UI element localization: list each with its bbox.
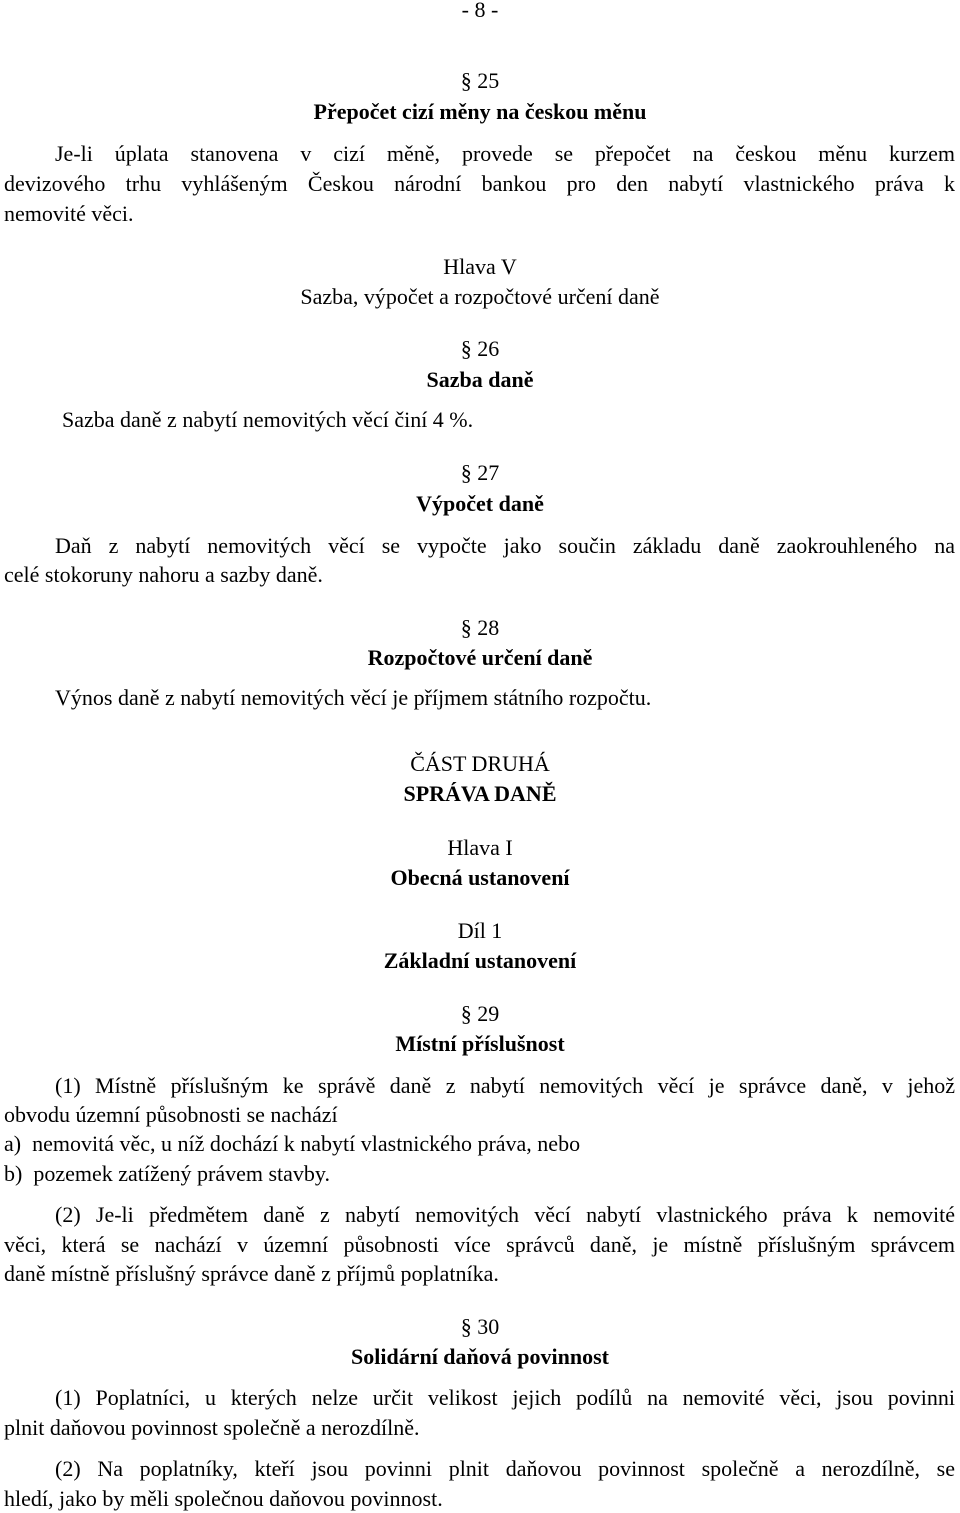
paragraph-line: nemovité věci. [4,201,134,226]
chapter-title: Sazba, výpočet a rozpočtové určení daně [300,284,660,309]
list-item: b) pozemek zatížený právem stavby. [4,1161,330,1186]
section-title: Výpočet daně [416,491,544,516]
paragraph-line: daně místně příslušný správce daně z příjmů poplatníka. [4,1261,499,1286]
section-number: § 29 [460,1001,500,1026]
paragraph-line: (1) Místně příslušným ke správě daně z nabytí nemovitých věcí je správce daně, v jehož [55,1073,955,1098]
paragraph-line: Daň z nabytí nemovitých věcí se vypočte jako součin základu daně zaokrouhleného na [55,533,955,558]
paragraph-line: plnit daňovou povinnost společně a nerozdílně. [4,1415,420,1440]
section-number: § 26 [460,336,500,361]
paragraph-line: věci, která se nachází v územní působnosti více správců daně, je místně příslušným správcem [4,1232,955,1257]
paragraph-line: Je-li úplata stanovena v cizí měně, provede se přepočet na českou měnu kurzem [55,141,955,166]
paragraph-line: celé stokoruny nahoru a sazby daně. [4,562,323,587]
division-title: Základní ustanovení [383,948,577,973]
section-number: § 27 [460,460,500,485]
section-title: Sazba daně [426,367,534,392]
list-item: a) nemovitá věc, u níž dochází k nabytí vlastnického práva, nebo [4,1131,581,1156]
section-number: § 28 [460,615,500,640]
paragraph-line: Sazba daně z nabytí nemovitých věcí činí 4 %. [62,407,474,432]
page-number: - 8 - [461,0,499,22]
paragraph-line: obvodu územní působnosti se nachází [4,1102,338,1127]
division-label: Díl 1 [457,918,503,943]
paragraph-line: hledí, jako by měli společnou daňovou povinnost. [4,1486,443,1511]
paragraph-line: (2) Je-li předmětem daně z nabytí nemovitých věcí nabytí vlastnického práva k nemovité [55,1202,955,1227]
paragraph-line: Výnos daně z nabytí nemovitých věcí je příjmem státního rozpočtu. [55,685,652,710]
section-title: Místní příslušnost [395,1031,565,1056]
paragraph-line: devizového trhu vyhlášeným Českou národní bankou pro den nabytí vlastnického práva k [4,171,955,196]
chapter-title: Obecná ustanovení [390,865,570,890]
section-title: Přepočet cizí měny na českou měnu [313,99,647,124]
section-title: Solidární daňová povinnost [351,1344,609,1369]
chapter-label: Hlava I [447,835,513,860]
paragraph-line: (2) Na poplatníky, kteří jsou povinni plnit daňovou povinnost společně a nerozdílně, se [55,1456,955,1481]
chapter-label: Hlava V [443,254,517,279]
part-title: SPRÁVA DANĚ [403,781,557,806]
section-number: § 25 [460,68,500,93]
part-label: ČÁST DRUHÁ [410,751,550,776]
section-title: Rozpočtové určení daně [367,645,593,670]
paragraph-line: (1) Poplatníci, u kterých nelze určit velikost jejich podílů na nemovité věci, jsou povinni [55,1385,955,1410]
section-number: § 30 [460,1314,500,1339]
